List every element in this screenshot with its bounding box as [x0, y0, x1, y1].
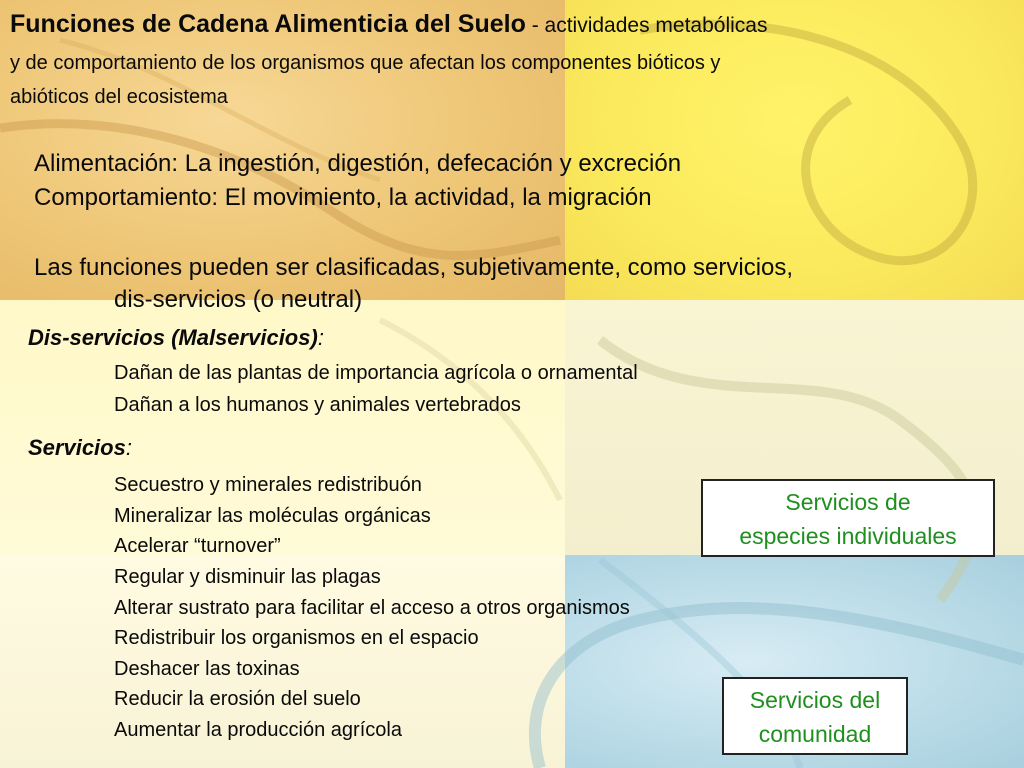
servicio-item: Secuestro y minerales redistribuón: [114, 474, 422, 496]
disservicios-heading-text: Dis-servicios (Malservicios): [28, 325, 318, 350]
servicio-item: Deshacer las toxinas: [114, 658, 300, 680]
box-individual-line2: especies individuales: [739, 523, 957, 549]
servicio-item: Redistribuir los organismos en el espacio: [114, 627, 479, 649]
clasificacion-line1: Las funciones pueden ser clasificadas, subjetivamente, como servicios,: [34, 254, 794, 281]
disservicios-heading: [28, 325, 324, 351]
comportamiento-text: Comportamiento: El movimiento, la actividad, la migración: [34, 184, 652, 211]
disservicio-item: Dañan a los humanos y animales vertebrados: [114, 394, 521, 416]
servicio-item: Aumentar la producción agrícola: [114, 719, 402, 741]
box-servicios-individuales: [701, 479, 995, 557]
alimentacion-text: Alimentación: La ingestión, digestión, defecación y excreción: [34, 150, 682, 177]
servicio-item: Reducir la erosión del suelo: [114, 688, 361, 710]
servicio-item: Mineralizar las moléculas orgánicas: [114, 505, 431, 527]
servicios-heading-text: Servicios: [28, 435, 126, 460]
title-main: Funciones de Cadena Alimenticia del Suelo: [10, 10, 526, 38]
box-servicios-comunidad: [722, 677, 908, 755]
box-comunidad-line2: comunidad: [758, 721, 872, 747]
disservicio-item: Dañan de las plantas de importancia agrícola o ornamental: [114, 362, 638, 384]
slide-title: [10, 10, 767, 39]
box-individual-line1: Servicios de: [785, 489, 911, 515]
servicios-heading: [28, 435, 132, 461]
servicio-item: Alterar sustrato para facilitar el acceso a otros organismos: [114, 597, 630, 619]
servicios-colon: :: [125, 435, 132, 460]
clasificacion-line2: dis-servicios (o neutral): [114, 286, 363, 313]
subtitle-part3: abióticos del ecosistema: [10, 86, 228, 108]
box-comunidad-line1: Servicios del: [749, 687, 881, 713]
servicio-item: Acelerar “turnover”: [114, 535, 281, 557]
disservicios-colon: :: [317, 325, 324, 350]
servicio-item: Regular y disminuir las plagas: [114, 566, 381, 588]
subtitle-part2: y de comportamiento de los organismos que afectan los componentes bióticos y: [10, 52, 721, 74]
subtitle-part1: - actividades metabólicas: [525, 14, 768, 37]
